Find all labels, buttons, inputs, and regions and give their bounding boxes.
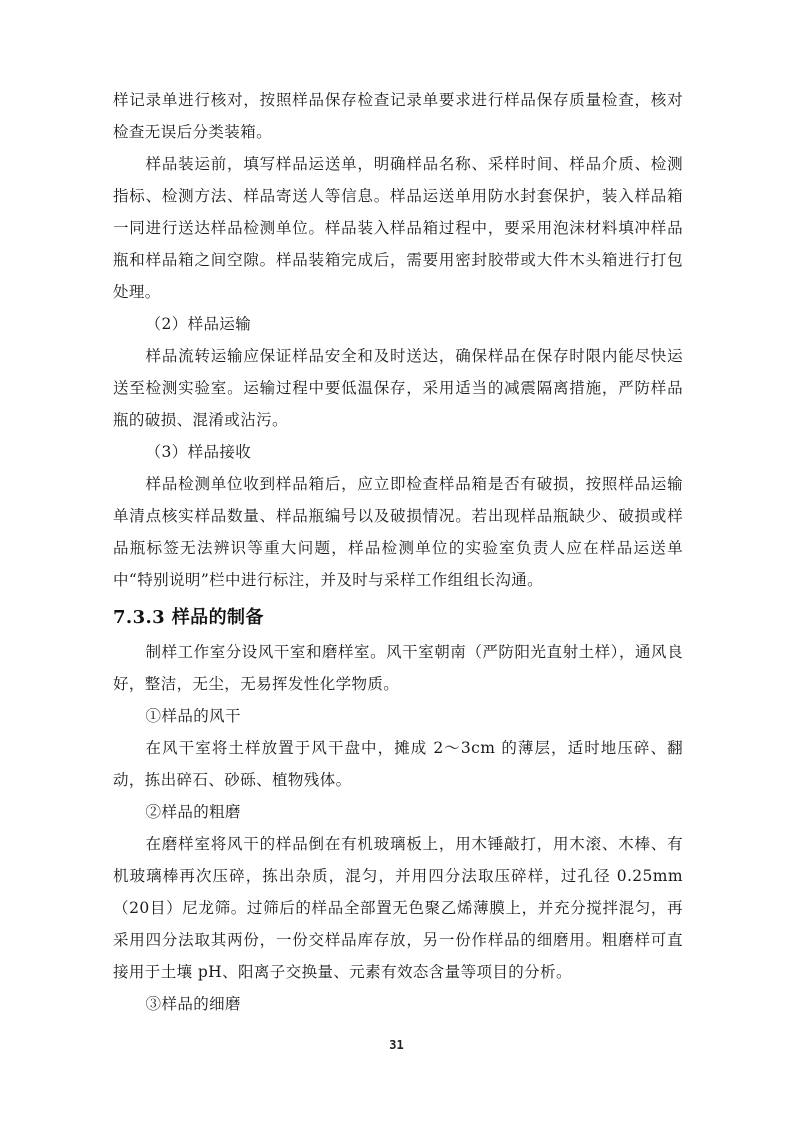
paragraph: 制样工作室分设风干室和磨样室。风干室朝南（严防阳光直射土样），通风良好，整洁，无尘，无易挥发性化学物质。 — [113, 643, 683, 693]
paragraph: 样品流转运输应保证样品安全和及时送达，确保样品在保存时限内能尽快运送至检测实验室。运输过程中要低温保存，采用适当的减震隔离措施，严防样品瓶的破损、混淆或沾污。 — [113, 347, 683, 429]
list-item-circled-2: ②样品的粗磨 — [145, 803, 241, 821]
section-heading-7-3-3: 7.3.3 样品的制备 — [113, 607, 264, 628]
list-item-circled-1: ①样品的风干 — [145, 707, 241, 725]
page-number: 31 — [389, 1038, 404, 1052]
list-item-circled-3: ③样品的细磨 — [145, 995, 241, 1013]
paragraph: 在风干室将土样放置于风干盘中，摊成 2～3cm 的薄层，适时地压碎、翻动，拣出碎石、砂砾、植物残体。 — [113, 739, 683, 789]
paragraph-continued: 样记录单进行核对，按照样品保存检查记录单要求进行样品保存质量检查，核对检查无误后分类装箱。 — [113, 91, 683, 141]
paragraph: 样品装运前，填写样品运送单，明确样品名称、采样时间、样品介质、检测指标、检测方法、样品寄送人等信息。样品运送单用防水封套保护，装入样品箱一同进行送达样品检测单位。样品装入样品箱过程中，要采用泡沫材料填冲样品瓶和样品箱之间空隙。样品装箱完成后，需要用密封胶带或大件木头箱进行打包处理。 — [113, 155, 683, 301]
document-body — [113, 84, 683, 1020]
list-item-2-sample-transport: （2）样品运输 — [145, 315, 252, 333]
paragraph: 在磨样室将风干的样品倒在有机玻璃板上，用木锤敲打，用木滚、木棒、有机玻璃棒再次压碎，拣出杂质，混匀，并用四分法取压碎样，过孔径 0.25mm（20目）尼龙筛。过筛后的样品全部置无色聚乙烯薄膜上，并充分搅拌混匀，再采用四分法取其两份，一份交样品库存放，另一份作样品的细磨用。粗磨样可直接用于土壤 pH、阳离子交换量、元素有效态含量等项目的分析。 — [113, 835, 683, 981]
paragraph: 样品检测单位收到样品箱后，应立即检查样品箱是否有破损，按照样品运输单清点核实样品数量、样品瓶编号以及破损情况。若出现样品瓶缺少、破损或样品瓶标签无法辨识等重大问题，样品检测单位的实验室负责人应在样品运送单中“特别说明”栏中进行标注，并及时与采样工作组组长沟通。 — [113, 475, 683, 589]
list-item-3-sample-receipt: （3）样品接收 — [145, 443, 252, 461]
